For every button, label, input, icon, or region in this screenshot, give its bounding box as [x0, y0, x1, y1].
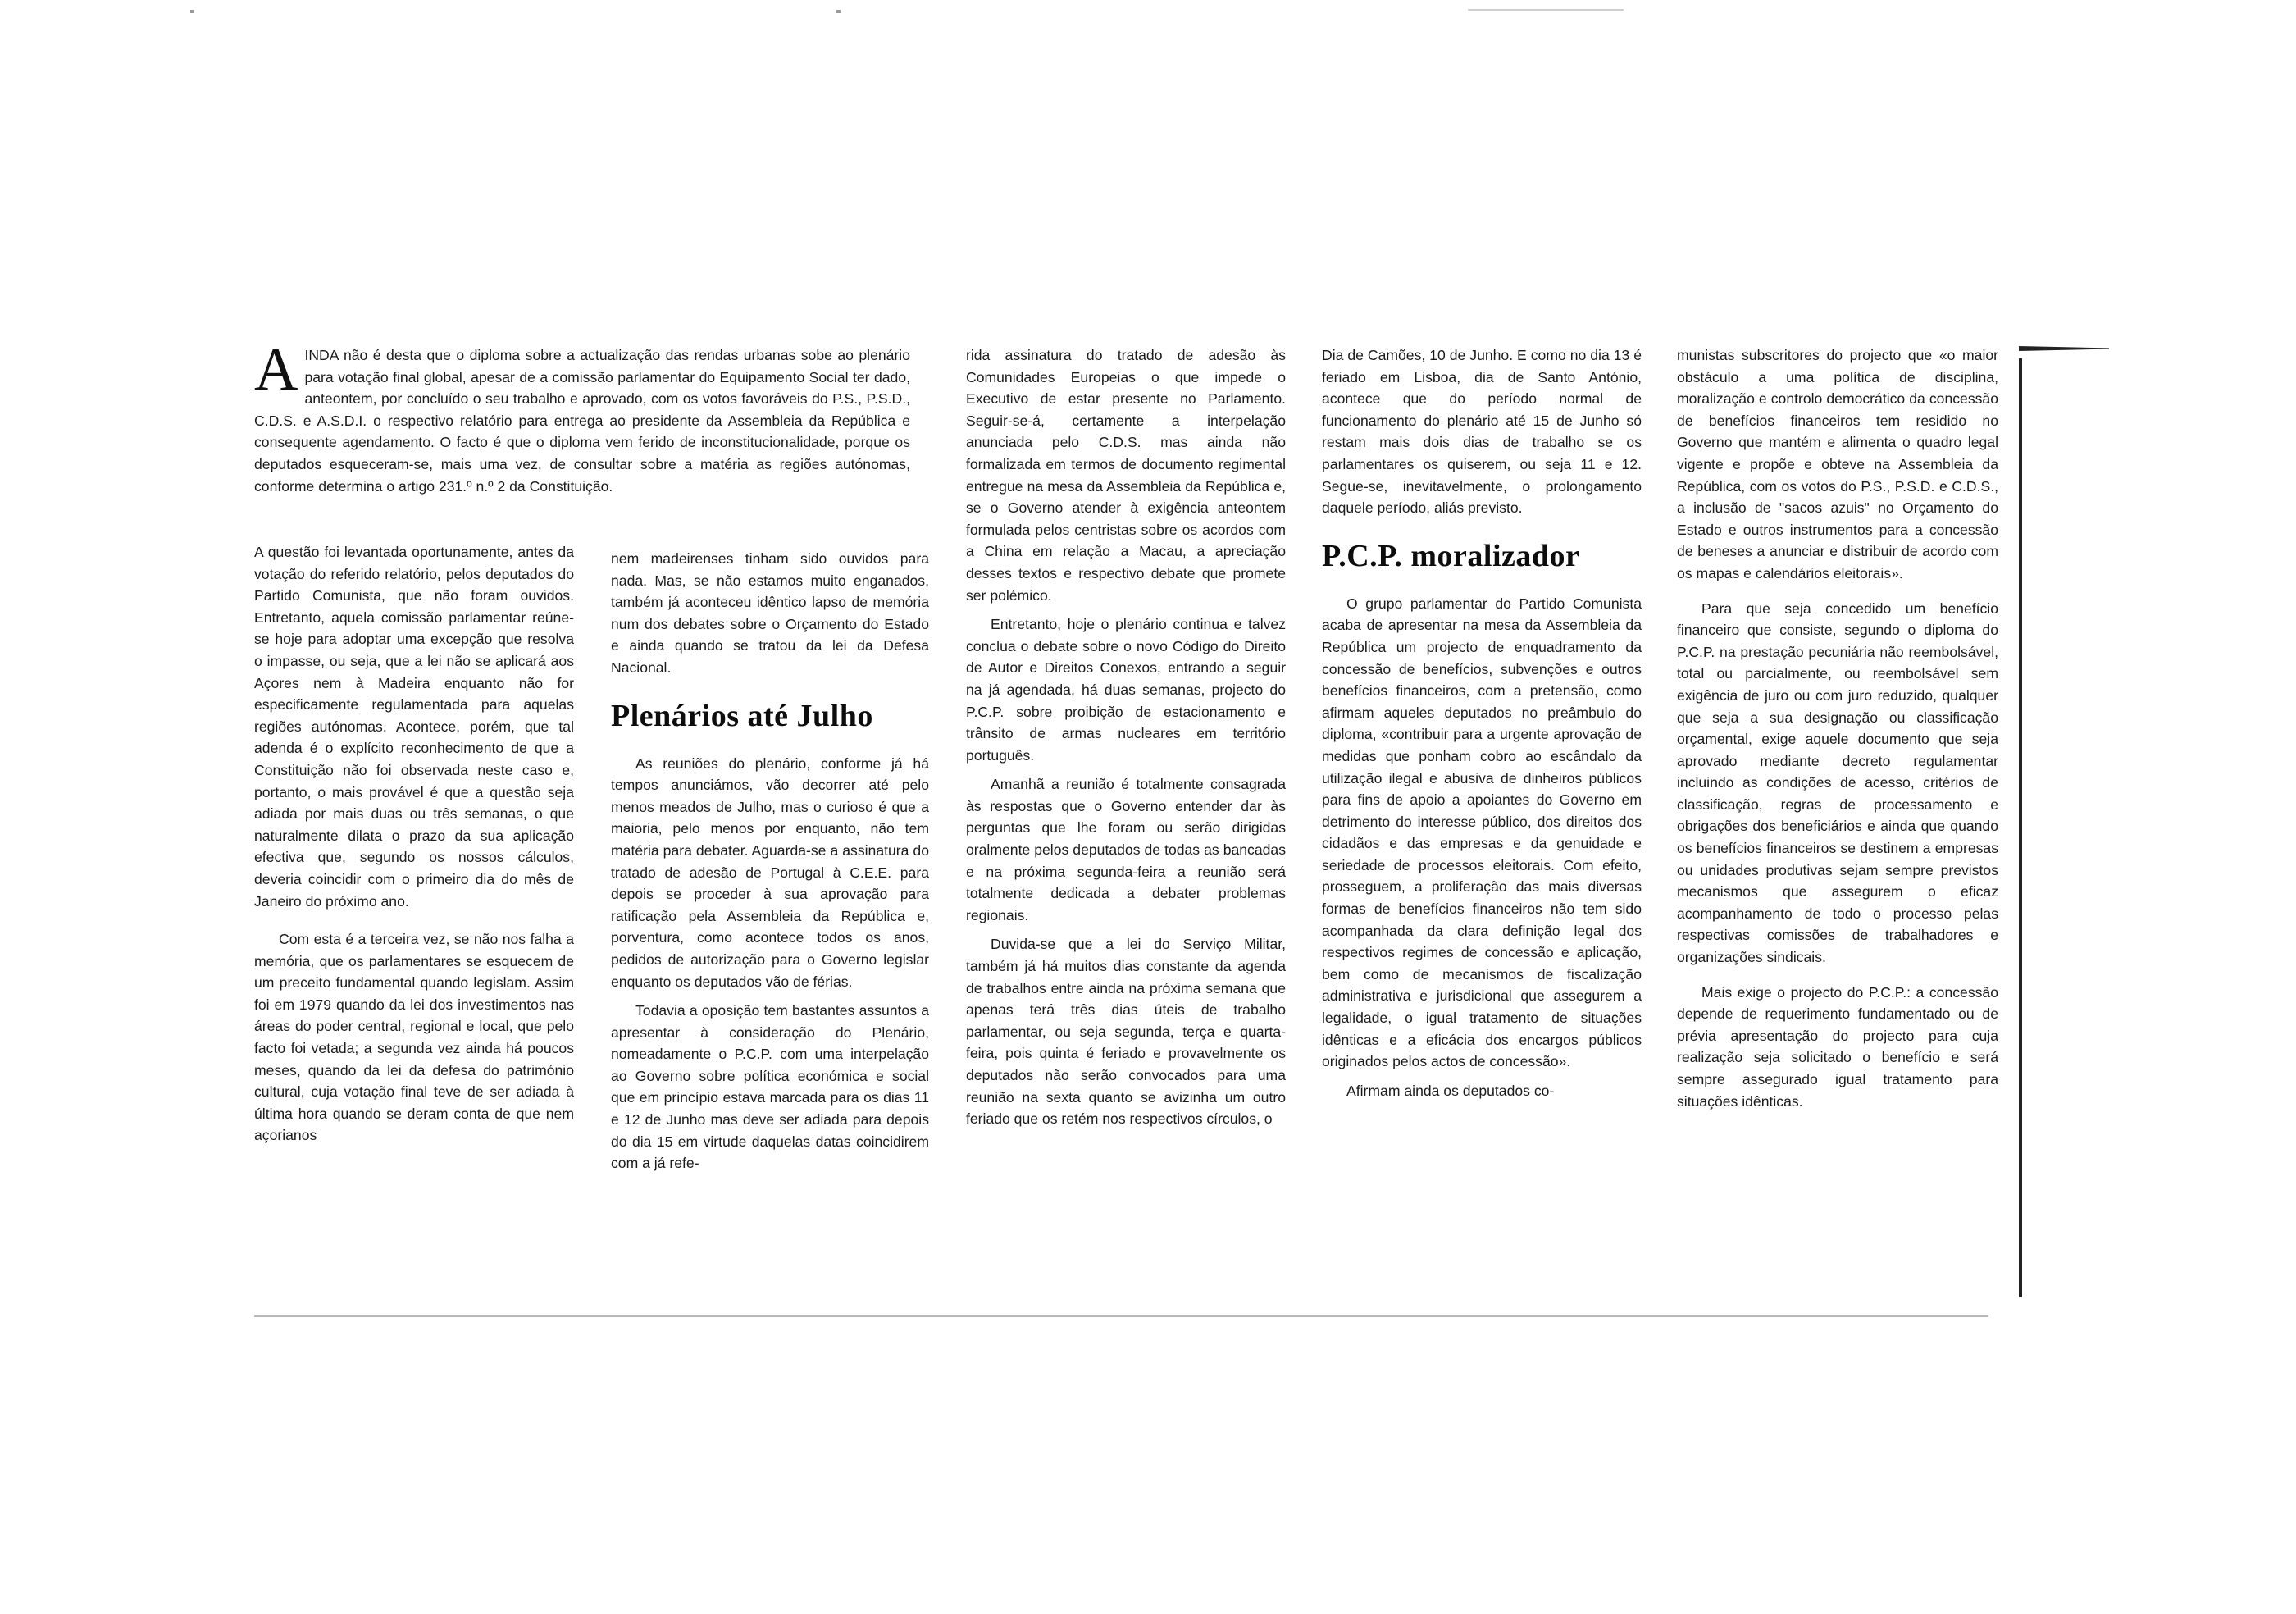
bottom-rule [254, 1315, 1988, 1317]
subheading-pcp-moralizador: P.C.P. moralizador [1322, 538, 1580, 573]
column-5-paragraph-1: munistas subscritores do projecto que «o maior obstáculo a uma política de disciplina, moralização e controlo democrático da concessão de benefícios financeiros tem residido no Governo que mantém e alimenta o quadro legal vigente e propõe e obteve na Assembleia da República, com os votos do P.S., P.S.D. e C.D.S., a inclusão de "sacos azuis" no Orçamento do Estado e outros instrumentos para a concessão de beneses a anunciar e distribuir de acordo com os mapas e calendários eleitorais». [1677, 347, 1998, 581]
lead-text: INDA não é desta que o diploma sobre a actualização das rendas urbanas sobe ao plenário para votação final global, apesar de a comissão parlamentar do Equipamento Social ter dado, anteontem, por concluído o seu trabalho e aprovado, com os votos favoráveis do P.S., P.S.D., C.D.S. e A.S.D.I. o respectivo relatório para entrega ao presidente da Assembleia da República e consequente agendamento. O facto é que o diploma vem ferido de inconstitucionalidade, porque os deputados esqueceram-se, mais uma vez, de consultar sobre a matéria as regiões autónomas, conforme determina o artigo 231.º n.º 2 da Constituição. [254, 347, 910, 495]
column-4-paragraph-2: O grupo parlamentar do Partido Comunista acaba de apresentar na mesa da Assembleia da República um projecto de enquadramento da concessão de benefícios, subvenções e outros benefícios financeiros, com a pretensão, como afirmam aqueles deputados no preâmbulo do diploma, «contribuir para a urgente aprovação de medidas que ponham cobro ao escândalo da utilização ilegal e abusiva de dinheiros públicos para fins de apoio a apoiantes do Governo em detrimento do interesse público, dos direitos dos cidadãos e das empresas e da genuidade e seriedade de processos eleitorais. Com efeito, prosseguem, a proliferação das mais diversas formas de benefícios financeiros não tem sido acompanhada da clara definição legal dos respectivos regimes de concessão e aplicação, bem como de mecanismos de fiscalização administrativa e jurisdicional que assegurem a legalidade, o igual tratamento de situações idênticas e a eficácia dos encargos públicos originados pelos actos de concessão». [1322, 595, 1642, 1070]
lead-paragraph [254, 336, 910, 497]
column-3-paragraph-3: Amanhã a reunião é totalmente consagrada às respostas que o Governo entender dar às perguntas que lhe foram ou serão dirigidas oralmente pelos deputados de todas as bancadas e na próxima segunda-feira a reunião será totalmente dedicada a debater problemas regionais. [966, 776, 1286, 923]
right-margin-rule [2019, 358, 2022, 1297]
column-3 [966, 344, 1286, 1138]
right-margin-marker [2019, 346, 2109, 351]
column-4-paragraph-3: Afirmam ainda os deputados co- [1346, 1082, 1555, 1099]
column-2-paragraph-3: Todavia a oposição tem bastantes assuntos a apresentar à consideração do Plenário, nomeadamente o P.C.P. com uma interpelação ao Governo sobre política económica e social que em princípio estava marcada para os dias 11 e 12 de Junho mas deve ser adiada para depois do dia 15 em virtude daquelas datas coincidirem com a já refe- [611, 1002, 929, 1172]
column-2-paragraph-1: nem madeirenses tinham sido ouvidos para nada. Mas, se não estamos muito enganados, também já aconteceu idêntico lapso de memória num dos debates sobre o Orçamento do Estado e ainda quando se tratou da lei da Defesa Nacional. [611, 550, 929, 676]
column-4 [1322, 344, 1642, 1109]
column-5-paragraph-2: Para que seja concedido um benefício financeiro que consiste, segundo o diploma do P.C.P. na prestação pecuniária não reembolsável, total ou parcialmente, ou reembolsável sem exigência de juro ou com juro reduzido, qualquer que seja a sua designação ou classificação orçamental, exige aquele documento que seja aprovado mediante decreto regulamentar incluindo as condições de acesso, critérios de classificação, regras de processamento e obrigações dos beneficiários e ainda que quando os benefícios financeiros se destinem a empresas ou unidades produtivas sejam sempre previstos mecanismos que assegurem o eficaz acompanhamento de todo o processo pelas respectivas comissões de trabalhadores e organizações sindicais. [1677, 600, 1998, 966]
column-2-paragraph-2: As reuniões do plenário, conforme já há tempos anunciámos, vão decorrer até pelo menos meados de Julho, mas o curioso é que a maioria, pelo menos por enquanto, não tem matéria para debater. Aguarda-se a assinatura do tratado de adesão de Portugal à C.E.E. para depois se proceder à sua aprovação para ratificação pela Assembleia da República e, porventura, como acontece todos os anos, pedidos de autorização para o Governo legislar enquanto os deputados vão de férias. [611, 755, 929, 990]
subheading-plenarios-ate-julho: Plenários até Julho [611, 698, 873, 733]
column-1-paragraph-2: Com esta é a terceira vez, se não nos falha a memória, que os parlamentares se esquecem de um preceito fundamental quando legislam. Assim foi em 1979 quando da lei dos investimentos nas áreas do poder central, regional e local, que pelo facto foi vetada; a segunda vez ainda há poucos meses, quando da lei da defesa do património cultural, cuja votação final teve de ser adiada à última hora quando se deram conta de que nem açorianos [254, 931, 574, 1144]
column-2 [611, 548, 929, 1182]
scan-mark-top-right [1468, 9, 1624, 11]
drop-cap: A [254, 336, 298, 404]
scan-mark-top-center [836, 10, 840, 13]
column-3-paragraph-1: rida assinatura do tratado de adesão às Comunidades Europeias o que impede o Executivo de estar presente no Parlamento. Seguir-se-á, certamente a interpelação anunciada pelo C.D.S. mas ainda não formalizada em termos de documento regimental entregue na mesa da Assembleia da República e, se o Governo atender à exigência anteontem formulada pelos centristas sobre os acordos com a China em relação a Macau, a apreciação desses textos e respectivo debate que promete ser polémico. [966, 347, 1286, 604]
column-3-paragraph-2: Entretanto, hoje o plenário continua e talvez conclua o debate sobre o novo Código do Direito de Autor e Direitos Conexos, entrando a seguir na já agendada, há duas semanas, projecto do P.C.P. sobre proibição de estacionamento e trânsito de armas nucleares em território português. [966, 616, 1286, 764]
column-1-paragraph-1: A questão foi levantada oportunamente, antes da votação do referido relatório, pelos deputados do Partido Comunista, que não foram ouvidos. Entretanto, aquela comissão parlamentar reúne-se hoje para adoptar uma excepção que resolva o impasse, ou seja, que a lei não se aplicará aos Açores nem à Madeira enquanto não for especificamente regulamentada para aquelas regiões autónomas. Acontece, porém, que tal adenda é o explícito reconhecimento de que a Constituição não foi observada neste caso e, portanto, o mais provável é que a questão seja adiada por mais duas ou três semanas, o que naturalmente dilata o prazo da sua aplicação efectiva que, segundo os nossos cálculos, deveria coincidir com o primeiro dia do mês de Janeiro do próximo ano. [254, 544, 574, 910]
column-5 [1677, 344, 1998, 1119]
column-4-paragraph-1: Dia de Camões, 10 de Junho. E como no dia 13 é feriado em Lisboa, dia de Santo António, acontece que do período normal de funcionamento do plenário até 15 de Junho só restam mais dois dias de trabalho se os parlamentares os quiserem, ou seja 11 e 12. Segue-se, inevitavelmente, o prolongamento daquele período, aliás previsto. [1322, 347, 1642, 517]
column-5-paragraph-3: Mais exige o projecto do P.C.P.: a concessão depende de requerimento fundamentado ou de prévia apresentação do projecto para cuja realização seja solicitado o benefício e será sempre assegurado igual tratamento para situações idênticas. [1677, 983, 1998, 1110]
column-3-paragraph-4: Duvida-se que a lei do Serviço Militar, também já há muitos dias constante da agenda de trabalhos entre ainda na próxima semana que apenas terá três dias úteis de trabalho parlamentar, ou seja segunda, terça e quarta-feira, pois quinta é feriado e provavelmente os deputados não serão convocados para uma reunião na sexta quanto se avizinha um outro feriado que os retém nos respectivos círculos, o [966, 936, 1286, 1128]
scan-mark-top-left [190, 10, 194, 13]
column-1 [254, 541, 574, 1154]
